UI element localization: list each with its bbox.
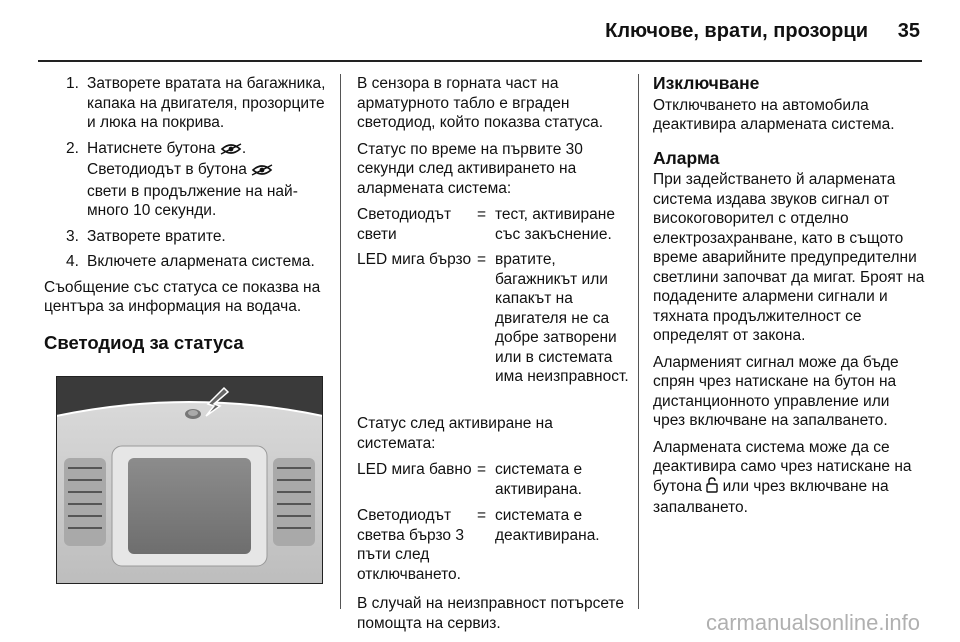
unlock-icon: [706, 477, 718, 499]
column-1: [44, 74, 330, 366]
header-rule: [38, 60, 922, 62]
section-heading: Аларма: [653, 147, 720, 168]
list-item: 4. Включете алармената система.: [66, 253, 315, 270]
section-heading: Светодиод за статуса: [44, 331, 244, 353]
fault-text: В случай на неизправност потърсете помощта на сервиз.: [357, 595, 624, 632]
alarm-sensor-icon: [220, 141, 242, 161]
column-divider: [340, 74, 341, 609]
status-after-text: Статус след активиране на системата:: [357, 415, 553, 452]
list-item: 3. Затворете вратите.: [66, 227, 226, 245]
status-row: LED мига бързо = вратите, багажникът или капакът на двигателя не са добре затворени или в системата има неизправност.: [357, 251, 629, 385]
alarm-text: Алармeният сигнал може да бъде спрян чрез натискане на бутон на дистанционното управление или чрез включване на запалването.: [653, 353, 899, 429]
page-title: Ключове, врати, прозорци: [605, 20, 868, 42]
list-item: 1. Затворете вратата на багажника, капака на двигателя, прозорците и люка на покрива.: [66, 75, 326, 131]
status-row: Светодиодът свети = тест, активиране със закъснение.: [357, 206, 615, 243]
page-number: 35: [897, 20, 920, 42]
deactivation-text: Отключването на автомобила деактивира алармената система.: [653, 96, 895, 133]
dashboard-illustration: [56, 376, 323, 584]
alarm-sensor-icon: [251, 162, 273, 182]
alarm-text: Алармената система може да се деактивира само чрез натискане на бутона или чрез включване на запалването.: [653, 438, 912, 516]
status-row: Светодиодът светва бързо 3 пъти след отключването. = системата е деактивирана.: [357, 507, 600, 583]
column-divider: [638, 74, 639, 609]
status-first-text: Статус по време на първите 30 секунди след активирането на алармената система:: [357, 140, 583, 197]
section-heading: Изключване: [653, 73, 760, 93]
steps-list: [44, 74, 330, 272]
page-header: [0, 0, 960, 60]
status-row: LED мига бавно = системата е активирана.: [357, 461, 583, 498]
status-message-text: Съобщение със статуса се показва на центъра за информация на водача.: [44, 278, 321, 315]
footer-watermark: carmanualsonline.info: [705, 610, 920, 635]
list-item: 2. Натиснете бутона . Светодиодът в бутона свети в продължение на най-много 10 секунди.: [66, 139, 298, 219]
column-3: [653, 74, 925, 525]
intro-text: В сензора в горната част на арматурното табло е вграден светодиод, който показва статуса.: [357, 75, 604, 131]
column-2: [357, 74, 629, 640]
alarm-text: При задействането й алармената система издава звуков сигнал от високоговорител с отделно електрозахранване, като в същото време аварийните предупредителни светлини започват да мигат. Броят на подадените алармени сигнали и тяхната продължителност се определят от закона.: [653, 171, 925, 344]
